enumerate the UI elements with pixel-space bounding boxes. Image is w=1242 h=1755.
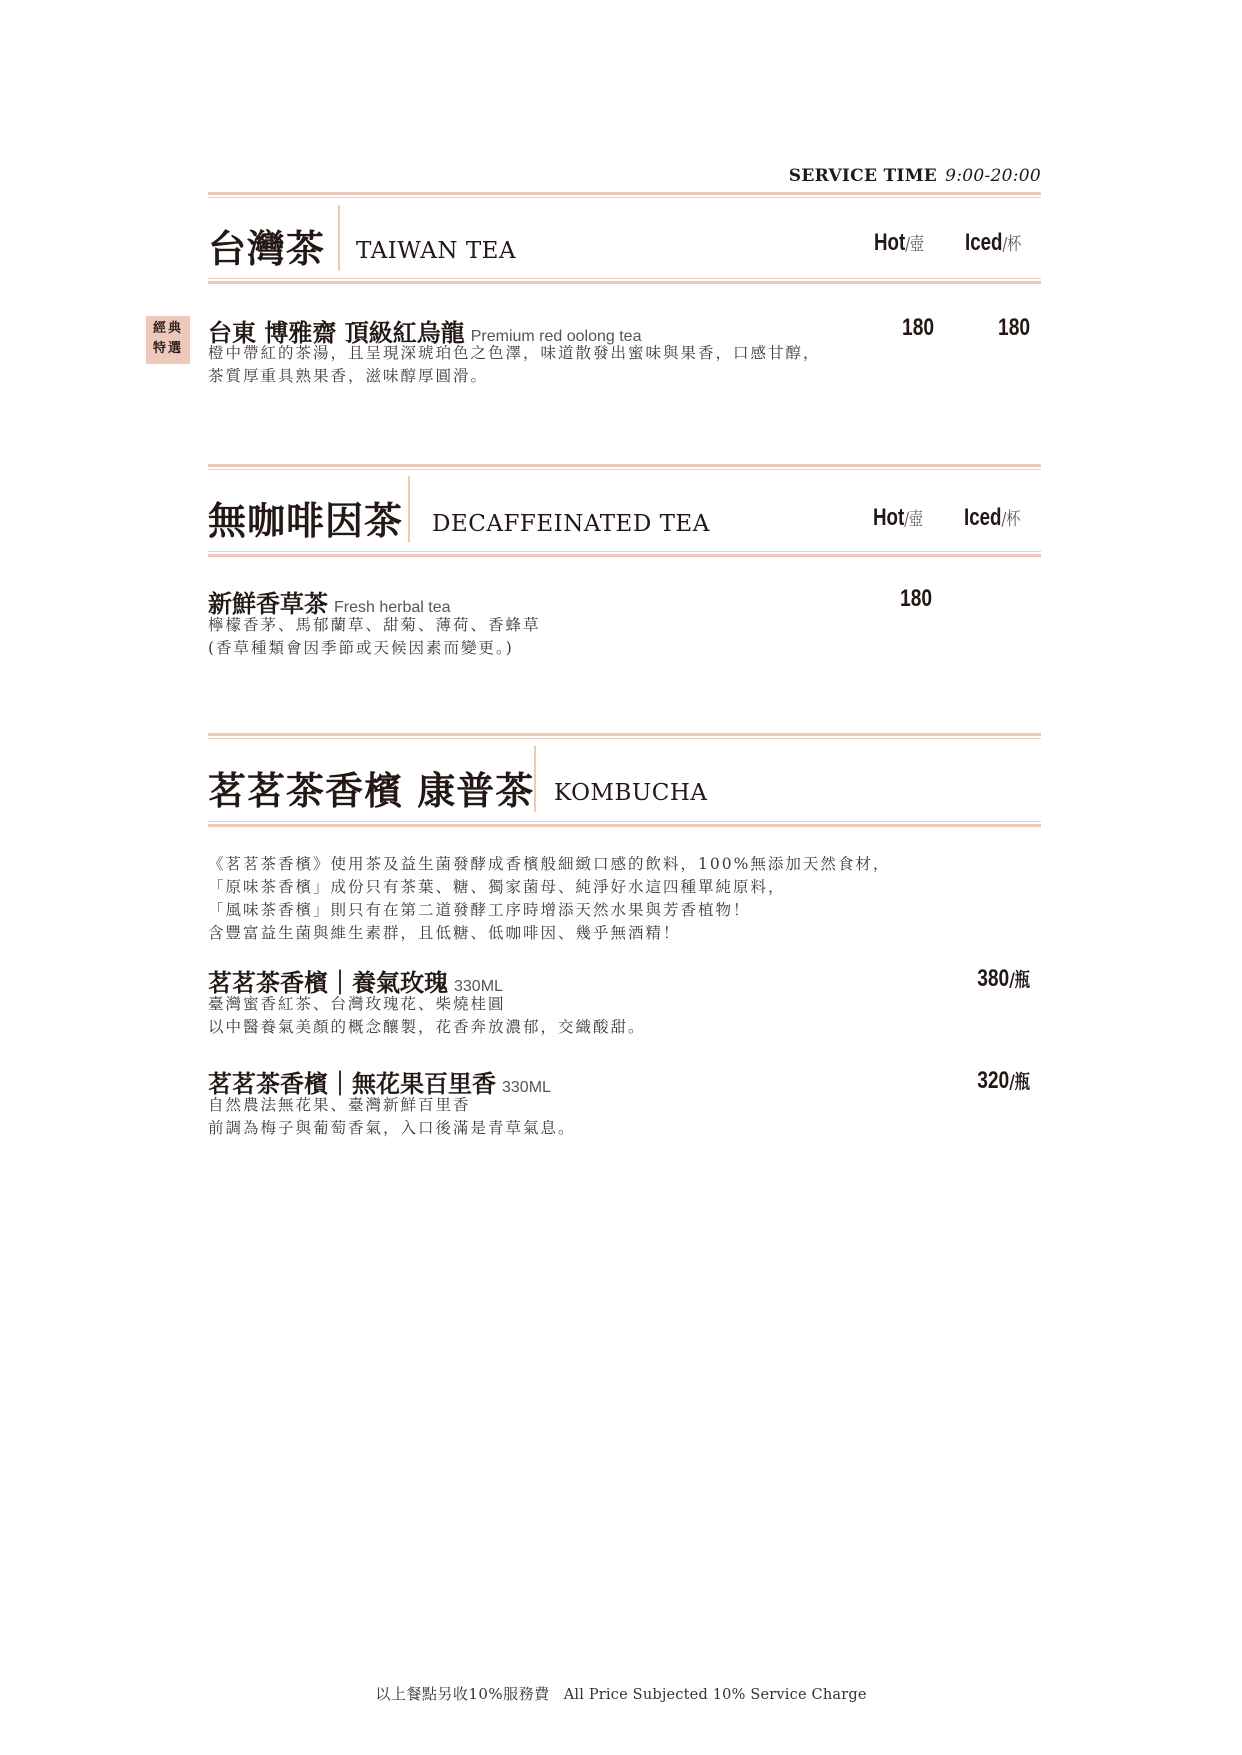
- column-header-hot: [873, 504, 923, 532]
- column-header-iced-label: Iced: [965, 229, 1003, 256]
- item-name-en: Fresh herbal tea: [334, 599, 451, 616]
- column-header-iced-unit: /杯: [1001, 509, 1021, 530]
- section-divider: [338, 205, 340, 271]
- price-bottle: [977, 1067, 1030, 1095]
- description-line: 自然農法無花果、臺灣新鮮百里香: [208, 1096, 471, 1114]
- section-rule-top: [208, 464, 1041, 470]
- section-title-zh: 台灣茶: [208, 226, 326, 271]
- description-line: 檸檬香茅、馬郁蘭草、甜菊、薄荷、香蜂草: [208, 616, 541, 634]
- item-description: [208, 993, 646, 1039]
- price-value: 380: [977, 965, 1010, 992]
- item-name-zh: 茗茗茶香檳｜無花果百里香: [208, 1069, 496, 1098]
- item-name-en: Premium red oolong tea: [470, 328, 642, 345]
- price-hot: 180: [899, 585, 932, 612]
- description-line: 茶質厚重具熟果香，滋味醇厚圓滑。: [208, 367, 489, 385]
- service-charge-note: [0, 1683, 1242, 1704]
- column-header-hot: [874, 229, 924, 257]
- section-title-zh: 茗茗茶香檳 康普茶: [208, 768, 535, 813]
- column-header-hot-unit: /壺: [905, 234, 924, 255]
- section-divider: [534, 746, 536, 812]
- section-rule-top: [208, 192, 1041, 198]
- item-name-zh: 新鮮香草茶: [208, 589, 328, 618]
- badge-line: 經典: [152, 321, 183, 336]
- intro-line: 《茗茗茶香檳》使用茶及益生菌發酵成香檳般細緻口感的飲料，100%無添加天然食材，: [208, 855, 891, 873]
- section-title-zh: 無咖啡因茶: [208, 498, 404, 543]
- price-bottle: [977, 965, 1030, 993]
- section-rule-bottom: [208, 551, 1041, 557]
- footer-en: All Price Subjected 10% Service Charge: [563, 1687, 867, 1703]
- service-time: [789, 166, 1041, 186]
- classic-selection-badge: [146, 316, 190, 364]
- intro-line: 「風味茶香檳」則只有在第二道發酵工序時增添天然水果與芳香植物！: [208, 901, 751, 919]
- item-volume: 330ML: [454, 978, 503, 995]
- description-line: 以中醫養氣美顏的概念釀製，花香奔放濃郁，交織酸甜。: [208, 1018, 646, 1036]
- column-header-hot-label: Hot: [873, 504, 905, 531]
- column-header-hot-unit: /壺: [904, 509, 923, 530]
- price-unit: /瓶: [1009, 1071, 1030, 1093]
- price-iced: 180: [997, 314, 1030, 341]
- column-header-iced-unit: /杯: [1002, 234, 1022, 255]
- description-line: 橙中帶紅的茶湯，且呈現深琥珀色之色澤，味道散發出蜜味與果香，口感甘醇，: [208, 344, 821, 362]
- column-header-iced: [965, 229, 1021, 257]
- item-description: [208, 342, 821, 388]
- section-title-en: KOMBUCHA: [554, 780, 708, 806]
- price-hot: 180: [901, 314, 934, 341]
- item-name-zh: 茗茗茶香檳｜養氣玫瑰: [208, 968, 448, 997]
- description-line: 臺灣蜜香紅茶、台灣玫瑰花、柴燒桂圓: [208, 995, 506, 1013]
- section-title-en: DECAFFEINATED TEA: [432, 511, 710, 537]
- section-rule-top: [208, 733, 1041, 739]
- column-header-iced-label: Iced: [964, 504, 1002, 531]
- section-rule-bottom: [208, 821, 1041, 827]
- column-header-iced: [964, 504, 1020, 532]
- description-line: (香草種類會因季節或天候因素而變更。): [208, 639, 514, 657]
- intro-line: 「原味茶香檳」成份只有茶葉、糖、獨家菌母、純淨好水這四種單純原料，: [208, 878, 786, 896]
- column-header-hot-label: Hot: [874, 229, 906, 256]
- price-unit: /瓶: [1009, 969, 1030, 991]
- item-name-zh: 台東 博雅齋 頂級紅烏龍: [208, 318, 465, 347]
- section-rule-bottom: [208, 278, 1041, 284]
- badge-line: 特選: [152, 341, 183, 356]
- price-value: 320: [977, 1067, 1010, 1094]
- intro-line: 含豐富益生菌與維生素群，且低糖、低咖啡因、幾乎無酒精！: [208, 924, 681, 942]
- section-divider: [408, 476, 410, 542]
- service-time-label: SERVICE TIME: [788, 166, 938, 186]
- service-time-value: 9:00-20:00: [945, 166, 1041, 186]
- item-description: [208, 614, 541, 660]
- description-line: 前調為梅子與葡萄香氣，入口後滿是青草氣息。: [208, 1119, 576, 1137]
- kombucha-intro: [208, 853, 890, 945]
- section-title-en: TAIWAN TEA: [356, 238, 517, 264]
- footer-zh: 以上餐點另收10%服務費: [375, 1685, 550, 1703]
- item-volume: 330ML: [502, 1079, 551, 1096]
- item-description: [208, 1094, 576, 1140]
